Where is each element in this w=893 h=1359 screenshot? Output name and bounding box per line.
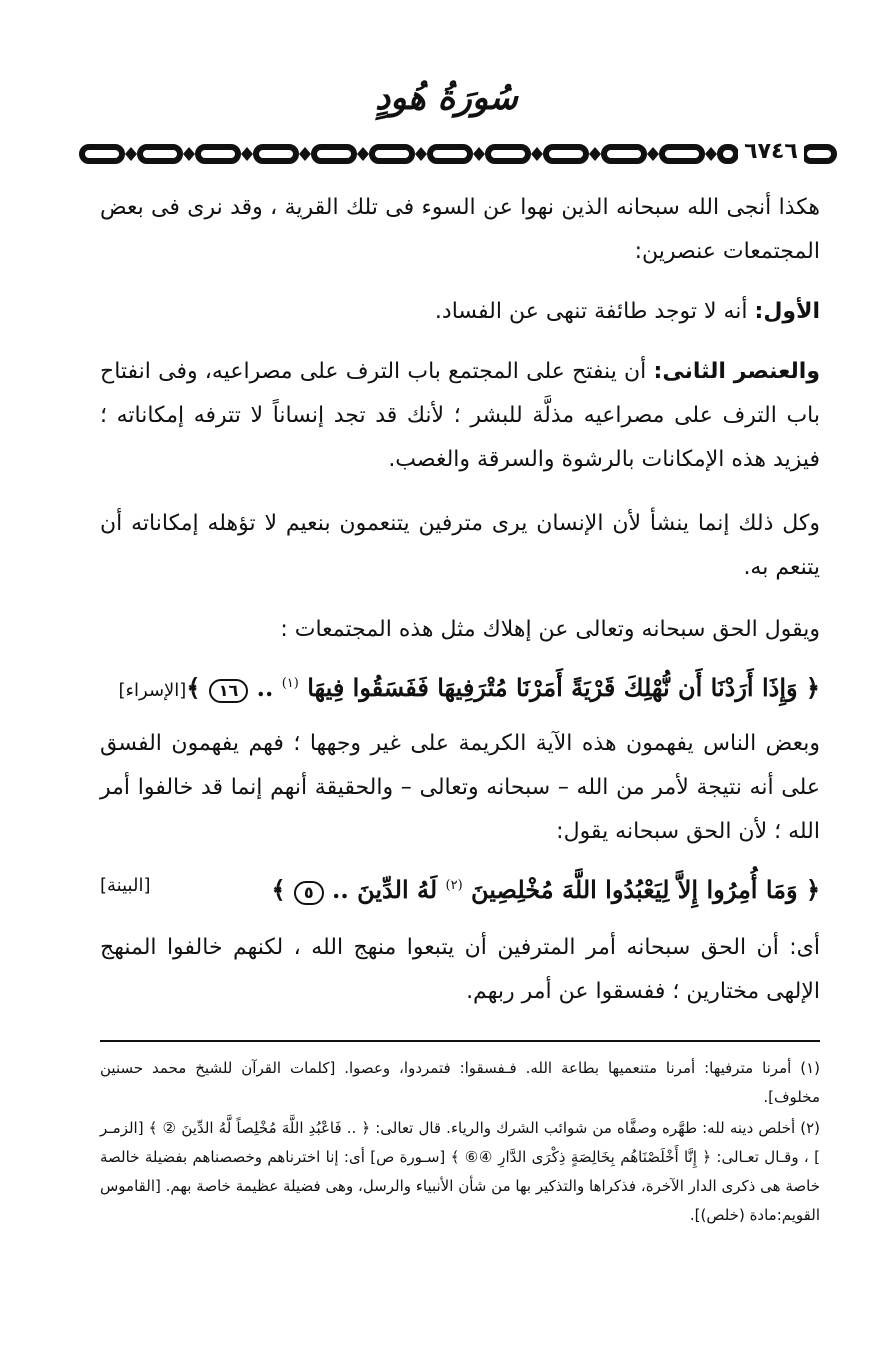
paragraph-first-element (100, 290, 820, 334)
verse-text: ﴿ وَمَا أُمِرُوا إِلاَّ لِيَعْبُدُوا اللَّهَ مُخْلِصِينَ (462, 875, 820, 904)
border-link (430, 147, 470, 161)
border-link (488, 147, 528, 161)
body-text: أنه لا توجد طائفة تنهى عن الفساد. (434, 299, 755, 324)
verse-text: ﴿ وَإِذَا أَرَدْنَا أَن نُّهْلِكَ قَرْيَةً أَمَرْنَا مُتْرَفِيهَا فَفَسَقُوا فِيهَا (298, 673, 820, 702)
verse-close-bracket: ﴾ (271, 875, 294, 904)
body-text: وكل ذلك إنما ينشأ لأن الإنسان يرى مترفين يتنعمون بنعيم لا تؤهله إمكاناته أن يتنعم به. (100, 511, 820, 580)
border-diamond (531, 147, 543, 161)
body-text: وبعض الناس يفهمون هذه الآية الكريمة على غير وجهها ؛ فهم يفهمون الفسق على أنه نتيجة لأمر من الله – سبحانه وتعالى – والحقيقة أنهم إنما قد خالفوا أمر الله ؛ لأن الحق سبحانه يقول: (100, 731, 820, 844)
border-diamond (473, 147, 485, 161)
border-link (804, 147, 834, 161)
verse-close-bracket: ﴾ (186, 673, 209, 702)
body-text: أن ينفتح على المجتمع باب الترف على مصراعيه، وفى انفتاح باب الترف على مصراعيه مذلَّة للبشر ؛ لأنك قد تجد إنساناً لا تترفه إمكاناته ؛ فيزيد هذه الإمكانات بالرشوة والسرقة والغصب. (100, 359, 820, 472)
border-diamond (241, 147, 253, 161)
body-text: أى: أن الحق سبحانه أمر المترفين أن يتبعوا منهج الله ، لكنهم خالفوا المنهج الإلهى مختارين ؛ ففسقوا عن أمر ربهم. (100, 935, 820, 1004)
quran-verse-bayyina (100, 866, 820, 910)
footnote-ref-1: (١) (281, 676, 299, 691)
second-element-label: والعنصر الثانى: (653, 359, 820, 384)
border-link (314, 147, 354, 161)
border-diamond (705, 147, 717, 161)
footnote-text: (٢) أخلص دينه لله: طهَّره وصفَّاه من شوائب الشرك والرياء. قال تعالى: ﴿ .. فَاعْبُدِ اللَّهَ مُخْلِصاً لَّهُ الدِّينَ ② ﴾ [الزمـر ] ، وقـال تعـالى: ﴿ إِنَّا أَخْلَصْنَاهُم بِخَالِصَةٍ ذِكْرَى الدَّارِ ④⑥ ﴾ [سـورة ص] أى: إنا اخترناهم وخصصناهم بفضيلة خالصة خاصة هى ذكرى الدار الآخرة، فذكراها والتذكير بها من شأن الأنبياء والرسل، وهى فضيلة عظيمة خاصة بهم. [القاموس القويم:مادة (خلص)]. (100, 1119, 820, 1224)
border-link (546, 147, 586, 161)
border-diamond (415, 147, 427, 161)
ayah-number: ١٦ (209, 679, 249, 703)
border-link (720, 147, 736, 161)
border-link (372, 147, 412, 161)
border-diamond (125, 147, 137, 161)
paragraph-verse-intro (100, 608, 820, 652)
decorative-chain-border (78, 138, 838, 170)
footnote-1 (100, 1054, 820, 1112)
border-diamond (183, 147, 195, 161)
border-diamond (589, 147, 601, 161)
footnote-ref-2: (٢) (445, 878, 463, 893)
body-text: هكذا أنجى الله سبحانه الذين نهوا عن السوء فى تلك القرية ، وقد نرى فى بعض المجتمعات عنصرين: (100, 195, 820, 264)
verse-dots: .. (248, 673, 282, 702)
paragraph-interpretation (100, 722, 820, 854)
ayah-number: ٥ (294, 881, 324, 905)
border-diamond (357, 147, 369, 161)
surah-reference: [الإسراء] (118, 680, 187, 701)
surah-reference: [البينة] (100, 875, 151, 896)
quran-verse-isra (100, 664, 820, 711)
border-link (256, 147, 296, 161)
verse-text-rest: لَهُ الدِّينَ .. (323, 875, 446, 904)
body-text: ويقول الحق سبحانه وتعالى عن إهلاك مثل هذه المجتمعات : (280, 617, 820, 642)
border-link (662, 147, 702, 161)
page-number: ٦٧٤٦ (738, 136, 804, 168)
border-link (140, 147, 180, 161)
border-diamond (299, 147, 311, 161)
footnote-2 (100, 1114, 820, 1230)
paragraph-origin (100, 502, 820, 590)
footnote-divider (100, 1040, 820, 1042)
border-link (82, 147, 122, 161)
footnote-text: (١) أمرنا مترفيها: أمرنا متنعميها بطاعة الله. فـفسقوا: فتمردوا، وعصوا. [كلمات القرآن للشيخ محمد حسنين مخلوف]. (100, 1059, 820, 1106)
paragraph-intro (100, 186, 820, 274)
first-element-label: الأول: (754, 299, 820, 324)
border-link (604, 147, 644, 161)
border-diamond (647, 147, 659, 161)
paragraph-second-element (100, 350, 820, 482)
paragraph-conclusion (100, 926, 820, 1014)
border-link (198, 147, 238, 161)
surah-title: سُورَةُ هُودٍ (375, 78, 518, 118)
